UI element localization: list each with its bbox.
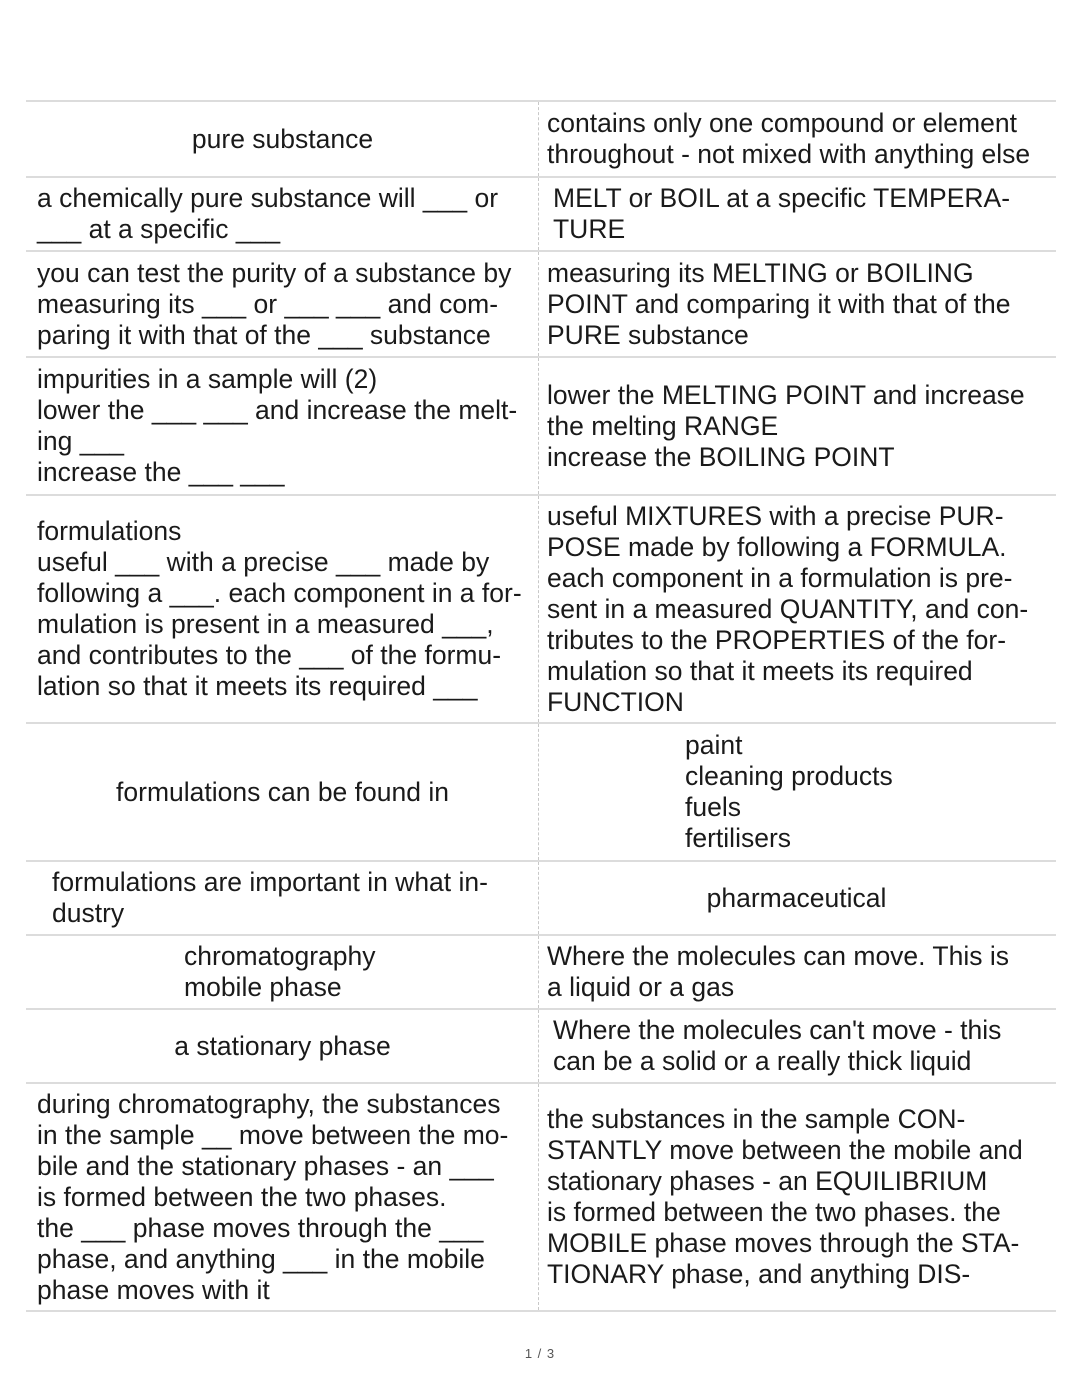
card-term: you can test the purity of a substance by measuring its ___ or ___ ___ and com- paring it with that of the ___ substance xyxy=(37,257,512,350)
flashcard-row xyxy=(26,250,1056,356)
card-term: impurities in a sample will (2) lower the ___ ___ and increase the melt- ing ___ increase the ___ ___ xyxy=(37,364,518,487)
card-definition: contains only one compound or element throughout - not mixed with anything else xyxy=(538,102,1056,176)
card-term: pure substance xyxy=(191,123,374,154)
card-definition: paint cleaning products fuels fertilisers xyxy=(538,724,1056,860)
card-definition: Where the molecules can't move - this can be a solid or a really thick liquid xyxy=(538,1010,1056,1082)
flashcard-row xyxy=(26,494,1056,722)
card-definition: lower the MELTING POINT and increase the melting RANGE increase the BOILING POINT xyxy=(538,358,1056,494)
page-indicator: 1 / 3 xyxy=(524,1346,556,1361)
card-term: formulations are important in what in- dustry xyxy=(52,867,488,928)
card-term: during chromatography, the substances in the sample __ move between the mo- bile and the stationary phases - an ___ is formed between the two phases. the ___ phase moves through the ___ phase, and anything ___ in the mobile phase moves with it xyxy=(37,1088,509,1305)
flashcard-row xyxy=(26,176,1056,250)
card-term: chromatography mobile phase xyxy=(184,941,376,1002)
card-definition: measuring its MELTING or BOILING POINT and comparing it with that of the PURE substance xyxy=(538,252,1056,356)
flashcard-row xyxy=(26,100,1056,176)
card-term: a stationary phase xyxy=(174,1030,391,1061)
card-term: formulations can be found in xyxy=(116,776,449,807)
flashcard-row xyxy=(26,1082,1056,1312)
card-definition: pharmaceutical xyxy=(538,862,1056,934)
flashcard-row xyxy=(26,722,1056,860)
card-term: a chemically pure substance will ___ or ___ at a specific ___ xyxy=(37,183,499,244)
card-definition: MELT or BOIL at a specific TEMPERA- TURE xyxy=(538,178,1056,250)
flashcard-row xyxy=(26,1008,1056,1082)
card-term: formulations useful ___ with a precise ___ made by following a ___. each component in a for- mulation is present in a measured ___, and contributes to the ___ of the formu- lation so that it meets its required ___ xyxy=(37,516,522,701)
flashcard-row xyxy=(26,356,1056,494)
flashcard-table xyxy=(26,100,1056,1312)
card-definition: Where the molecules can move. This is a liquid or a gas xyxy=(538,936,1056,1008)
flashcard-row xyxy=(26,860,1056,934)
card-definition: useful MIXTURES with a precise PUR- POSE made by following a FORMULA. each component in a formulation is pre- sent in a measured QUANTITY, and con- tributes to the PROPERTIES of the for- mulation so that it meets its required FUNCTION xyxy=(538,496,1056,722)
flashcard-row xyxy=(26,934,1056,1008)
card-definition: the substances in the sample CON- STANTLY move between the mobile and stationary phases - an EQUILIBRIUM is formed between the two phases. the MOBILE phase moves through the STA- TIONARY phase, and anything DIS- xyxy=(538,1084,1056,1310)
